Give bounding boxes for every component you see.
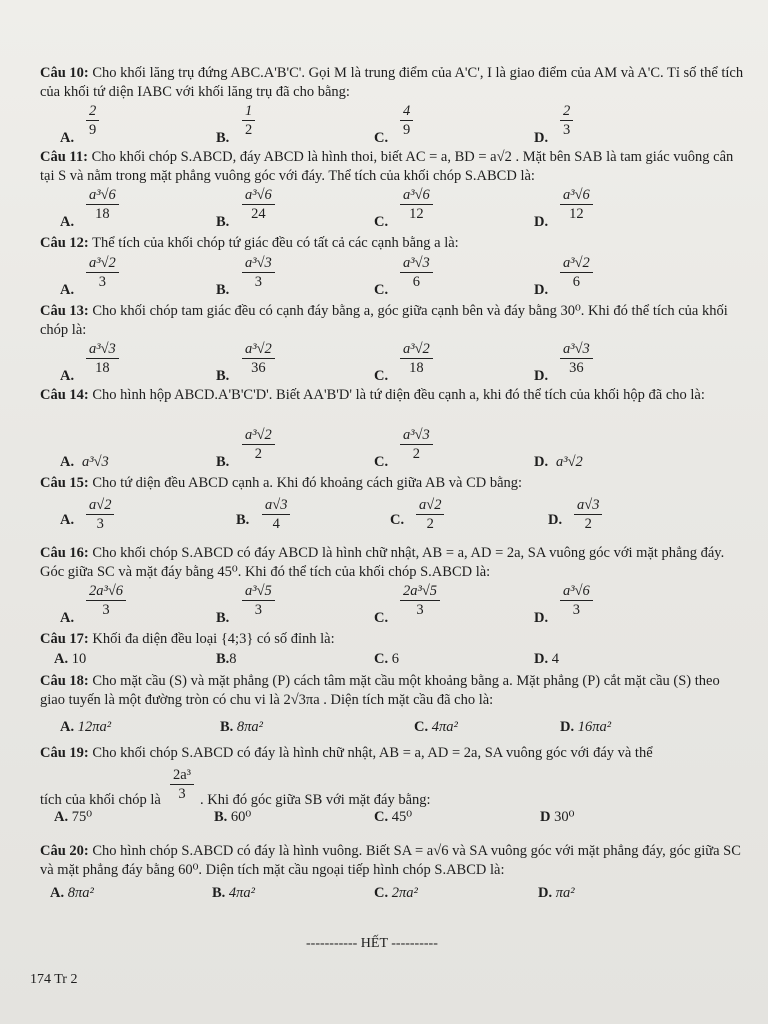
fraction: $\frac{4}{9}$ <box>400 102 413 139</box>
question-14 <box>40 386 746 470</box>
question-label: Câu 16: <box>40 545 89 561</box>
fraction: $\frac{\text{a³√3}}{36}$ <box>560 340 593 377</box>
question-text: Thể tích của khối chóp tứ giác đều có tất cả các cạnh bằng a là: <box>92 235 459 251</box>
answer-options <box>40 340 746 388</box>
fraction: $\frac{2}{3}$ <box>560 102 573 139</box>
fraction: $\frac{\text{a³√2}}{2}$ <box>242 426 275 463</box>
option-c[interactable]: C. $\frac{\text{a³√2}}{18}$ <box>374 340 524 388</box>
question-label: Câu 13: <box>40 303 89 319</box>
question-text: Khối đa diện đều loại {4;3} có số đỉnh là: <box>92 631 335 647</box>
question-text: Cho khối chóp S.ABCD có đáy là hình chữ nhật, AB = a, AD = 2a, SA vuông góc với đáy và thể <box>92 745 653 761</box>
fraction: $\frac{a√2}{3}$ <box>86 496 114 533</box>
fraction: $\frac{2}{9}$ <box>86 102 99 139</box>
option-a[interactable]: A. $\frac{\text{a³√6}}{18}$ <box>60 186 210 234</box>
option-c[interactable]: C. $\frac{a√2}{2}$ <box>390 496 540 544</box>
question-11 <box>40 148 746 230</box>
option-c[interactable]: C. 2πa² <box>374 885 418 901</box>
option-a[interactable]: A. $\frac{a√2}{3}$ <box>60 496 210 544</box>
fraction: $\frac{\text{a³√3}}{6}$ <box>400 254 433 291</box>
answer-options <box>40 496 746 544</box>
option-d[interactable]: D. $\frac{\text{a³√2}}{6}$ <box>534 254 684 302</box>
fraction: $\frac{\text{a³√2}}{36}$ <box>242 340 275 377</box>
option-b[interactable]: B.8 <box>216 651 237 667</box>
question-label: Câu 12: <box>40 235 89 251</box>
question-16 <box>40 544 746 626</box>
option-a[interactable]: A. 75⁰ <box>54 809 93 825</box>
question-13 <box>40 302 746 384</box>
question-text: Cho hình hộp ABCD.A'B'C'D'. Biết AA'B'D' là tứ diện đều cạnh a, khi đó thể tích của khối hộp đã cho là: <box>92 387 705 403</box>
fraction: $\frac{1}{2}$ <box>242 102 255 139</box>
option-d[interactable]: D 30⁰ <box>540 809 575 825</box>
option-b[interactable]: B. $\frac{\text{a³√3}}{3}$ <box>216 254 366 302</box>
answer-options <box>40 650 746 670</box>
option-d[interactable]: D. $\frac{a√3}{2}$ <box>548 496 698 544</box>
option-b[interactable]: B. 4πa² <box>212 885 256 901</box>
question-text: Cho tứ diện đều ABCD cạnh a. Khi đó khoảng cách giữa AB và CD bằng: <box>92 475 523 491</box>
option-a[interactable]: A. 12πa² <box>60 719 112 735</box>
option-a[interactable]: A. $\frac{2}{9}$ <box>60 102 210 150</box>
fraction: $\frac{\text{a³√6}}{3}$ <box>560 582 593 619</box>
fraction: $\frac{\text{a³√5}}{3}$ <box>242 582 275 619</box>
fraction: $\frac{\text{2a³√6}}{3}$ <box>86 582 126 619</box>
option-c[interactable]: C. $\frac{\text{2a³√5}}{3}$ <box>374 582 524 630</box>
fraction: $\frac{\text{a³√3}}{18}$ <box>86 340 119 377</box>
answer-options <box>40 186 746 234</box>
fraction: $\frac{\text{a³√6}}{24}$ <box>242 186 275 223</box>
fraction: $\frac{\text{a³√6}}{18}$ <box>86 186 119 223</box>
option-b[interactable]: B. $\frac{1}{2}$ <box>216 102 366 150</box>
option-d[interactable]: D. $\frac{\text{a³√6}}{3}$ <box>534 582 684 630</box>
answer-options <box>40 808 746 828</box>
fraction: $\frac{a√2}{2}$ <box>416 496 444 533</box>
fraction: $\frac{\text{a³√2}}{6}$ <box>560 254 593 291</box>
answer-options <box>40 718 746 738</box>
question-15 <box>40 474 746 532</box>
question-text: Cho mặt cầu (S) và mặt phẳng (P) cách tâm mặt cầu một khoảng bằng a. Mặt phẳng (P) cắt mặt cầu (S) theo giao tuyến là một đường tròn có chu vi là 2√3πa . Diện tích mặt cầu đã cho là: <box>40 673 720 708</box>
question-label: Câu 10: <box>40 65 89 81</box>
option-a[interactable]: A. $\frac{\text{a³√3}}{18}$ <box>60 340 210 388</box>
option-a[interactable]: A. a³√3 <box>60 454 109 470</box>
question-label: Câu 18: <box>40 673 89 689</box>
option-c[interactable]: C. $\frac{4}{9}$ <box>374 102 524 150</box>
option-a[interactable]: A. $\frac{\text{a³√2}}{3}$ <box>60 254 210 302</box>
option-d[interactable]: D. 4 <box>534 651 559 667</box>
option-c[interactable]: C. 45⁰ <box>374 809 413 825</box>
fraction: $\frac{\text{a³√6}}{12}$ <box>560 186 593 223</box>
question-label: Câu 19: <box>40 745 89 761</box>
question-12 <box>40 234 746 298</box>
option-b[interactable]: B. $\frac{a√3}{4}$ <box>236 496 386 544</box>
question-20 <box>40 842 746 901</box>
option-c[interactable]: C. $\frac{\text{a³√3}}{2}$ <box>374 426 524 474</box>
option-b[interactable]: B. $\frac{\text{a³√2}}{2}$ <box>216 426 366 474</box>
question-label: Câu 17: <box>40 631 89 647</box>
question-text: Cho khối lăng trụ đứng ABC.A'B'C'. Gọi M là trung điểm của A'C', I là giao điểm của AM và A'C. Tỉ số thể tích của khối tứ diện IABC với khối lăng trụ đã cho bằng: <box>40 65 744 100</box>
answer-options <box>40 102 746 150</box>
fraction: $\frac{\text{a³√3}}{2}$ <box>400 426 433 463</box>
question-label: Câu 14: <box>40 387 89 403</box>
question-text: Cho khối chóp S.ABCD, đáy ABCD là hình thoi, biết AC = a, BD = a√2 . Mặt bên SAB là tam giác vuông cân tại S và nằm trong mặt phẳng vuông góc với đáy. Thể tích của khối chóp S.ABCD là: <box>40 149 734 184</box>
option-b[interactable]: B. 8πa² <box>220 719 264 735</box>
fraction: $\frac{a√3}{2}$ <box>574 496 602 533</box>
option-a[interactable]: A. $\frac{\text{2a³√6}}{3}$ <box>60 582 210 630</box>
question-label: Câu 15: <box>40 475 89 491</box>
option-b[interactable]: B. $\frac{\text{a³√5}}{3}$ <box>216 582 366 630</box>
option-d[interactable]: D. πa² <box>538 885 575 901</box>
question-17 <box>40 630 746 667</box>
fraction: $\frac{\text{a³√6}}{12}$ <box>400 186 433 223</box>
option-d[interactable]: D. $\frac{\text{a³√3}}{36}$ <box>534 340 684 388</box>
option-b[interactable]: B. $\frac{\text{a³√2}}{36}$ <box>216 340 366 388</box>
question-label: Câu 11: <box>40 149 88 165</box>
question-text-continued: tích của khối chóp là $\frac{\text{2a³}}{3}$ . Khi đó góc giữa SB với mặt đáy bằng: <box>40 767 431 808</box>
answer-options <box>40 254 746 302</box>
option-c[interactable]: C. 4πa² <box>414 719 458 735</box>
answer-options <box>40 582 746 630</box>
fraction: $\frac{\text{a³√2}}{18}$ <box>400 340 433 377</box>
option-b[interactable]: B. 60⁰ <box>214 809 252 825</box>
end-marker: ----------- HẾT ---------- <box>306 936 438 951</box>
fraction: $\frac{\text{2a³}}{3}$ <box>170 766 194 803</box>
question-18 <box>40 672 746 735</box>
page-code: 174 Tr 2 <box>30 972 78 987</box>
option-a[interactable]: A. 10 <box>54 651 87 667</box>
question-text: Cho hình chóp S.ABCD có đáy là hình vuông. Biết SA = a√6 và SA vuông góc với mặt phẳng đáy, góc giữa SC và mặt phẳng đáy bằng 60⁰. Diện tích mặt cầu ngoại tiếp hình chóp S.ABCD là: <box>40 843 741 878</box>
answer-options <box>40 884 746 904</box>
question-label: Câu 20: <box>40 843 89 859</box>
fraction: $\frac{\text{2a³√5}}{3}$ <box>400 582 440 619</box>
question-10 <box>40 64 746 146</box>
fraction: $\frac{\text{a³√2}}{3}$ <box>86 254 119 291</box>
option-d[interactable]: D. a³√2 <box>534 454 583 470</box>
question-19 <box>40 744 746 825</box>
fraction: $\frac{a√3}{4}$ <box>262 496 290 533</box>
question-text: Cho khối chóp tam giác đều có cạnh đáy bằng a, góc giữa cạnh bên và đáy bằng 30⁰. Khi đó thể tích của khối chóp là: <box>40 303 728 338</box>
fraction: $\frac{\text{a³√3}}{3}$ <box>242 254 275 291</box>
option-d[interactable]: D. 16πa² <box>560 719 612 735</box>
option-b[interactable]: B. $\frac{\text{a³√6}}{24}$ <box>216 186 366 234</box>
option-a[interactable]: A. 8πa² <box>50 885 94 901</box>
question-text: Cho khối chóp S.ABCD có đáy ABCD là hình chữ nhật, AB = a, AD = 2a, SA vuông góc với mặt phẳng đáy. Góc giữa SC và mặt đáy bằng 45⁰. Khi đó thể tích của khối chóp S.ABCD là: <box>40 545 725 580</box>
option-d[interactable]: D. $\frac{\text{a³√6}}{12}$ <box>534 186 684 234</box>
option-d[interactable]: D. $\frac{2}{3}$ <box>534 102 684 150</box>
option-c[interactable]: C. 6 <box>374 651 399 667</box>
option-c[interactable]: C. $\frac{\text{a³√3}}{6}$ <box>374 254 524 302</box>
option-c[interactable]: C. $\frac{\text{a³√6}}{12}$ <box>374 186 524 234</box>
answer-options <box>40 426 746 474</box>
